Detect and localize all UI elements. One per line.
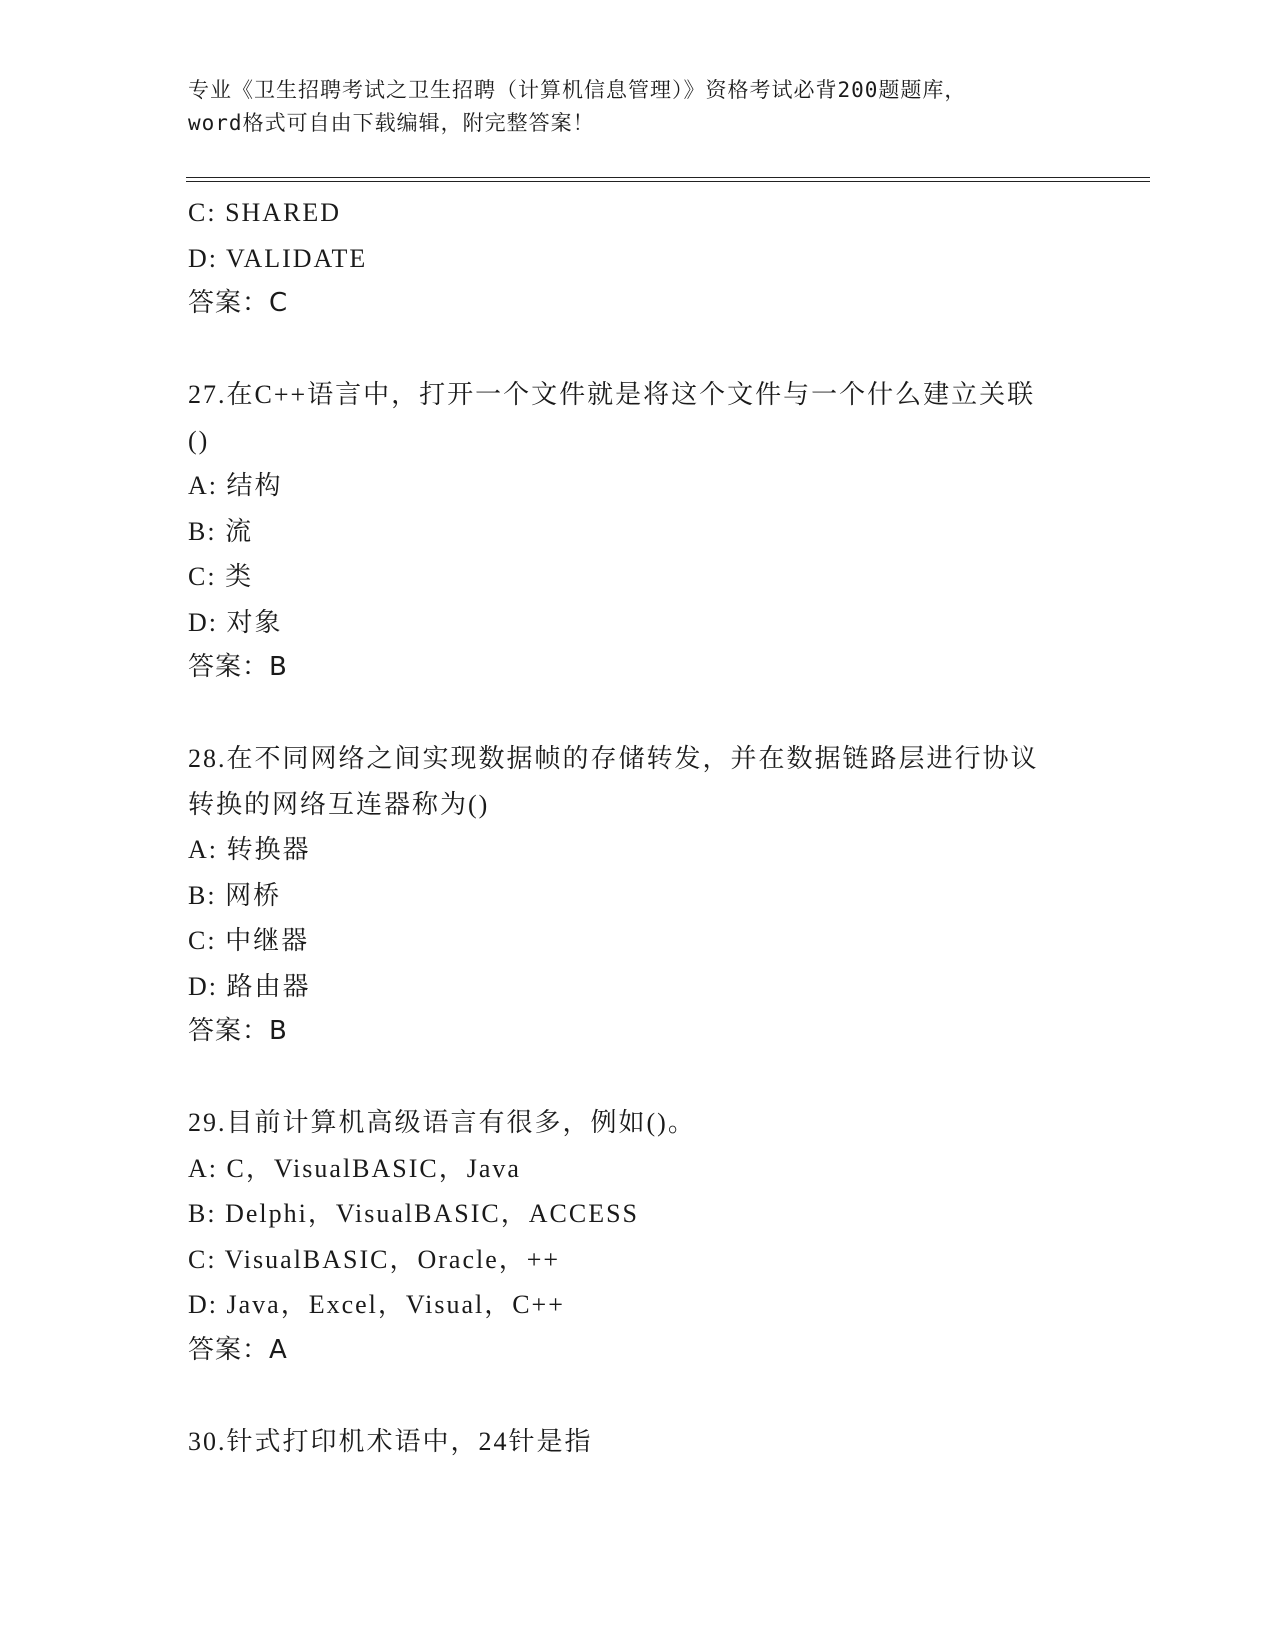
option-d: D: Java，Excel，Visual，C++ <box>188 1290 565 1319</box>
question-stem-cont: () <box>188 425 210 455</box>
question-stem: 30.针式打印机术语中，24针是指 <box>188 1426 593 1456</box>
option-a: A: 结构 <box>188 471 283 500</box>
header-rule-bottom <box>186 181 1150 182</box>
question-stem: 29.目前计算机高级语言有很多，例如()。 <box>188 1108 696 1137</box>
answer-line: 答案：A <box>188 1334 288 1365</box>
option-d: D: 对象 <box>188 607 283 637</box>
question-29 <box>188 1100 1088 1373</box>
option-c: C: VisualBASIC，Oracle，++ <box>188 1244 561 1274</box>
question-26-tail <box>188 190 1088 327</box>
option-a: A: C，VisualBASIC，Java <box>188 1153 521 1183</box>
option-a: A: 转换器 <box>188 835 311 864</box>
question-stem: 28.在不同网络之间实现数据帧的存储转发，并在数据链路层进行协议 <box>188 744 1039 773</box>
answer-line: 答案：B <box>188 652 288 682</box>
question-stem: 27.在C++语言中，打开一个文件就是将这个文件与一个什么建立关联 <box>188 380 1036 409</box>
answer-line: 答案：C <box>188 288 289 318</box>
question-30 <box>188 1419 1088 1465</box>
question-stem-cont: 转换的网络互连器称为() <box>188 789 490 819</box>
header-line-2: word格式可自由下载编辑，附完整答案！ <box>188 111 595 135</box>
option-b: B: 流 <box>188 516 254 546</box>
question-spacer <box>188 327 1088 373</box>
option-c: C: SHARED <box>188 198 342 227</box>
question-spacer <box>188 1373 1088 1419</box>
option-c: C: 类 <box>188 562 254 591</box>
option-d: D: 路由器 <box>188 971 311 1001</box>
option-b: B: Delphi，VisualBASIC，ACCESS <box>188 1199 639 1228</box>
question-spacer <box>188 691 1088 737</box>
option-d: D: VALIDATE <box>188 243 368 273</box>
option-b: B: 网桥 <box>188 880 282 910</box>
question-28 <box>188 736 1088 1055</box>
header-rule-top <box>186 177 1150 178</box>
option-c: C: 中继器 <box>188 926 310 955</box>
question-spacer <box>188 1055 1088 1101</box>
document-header <box>188 74 1088 140</box>
question-27 <box>188 372 1088 691</box>
question-content <box>188 190 1088 1464</box>
answer-line: 答案：B <box>188 1016 288 1046</box>
header-line-1: 专业《卫生招聘考试之卫生招聘（计算机信息管理）》资格考试必背200题题库， <box>188 78 967 102</box>
